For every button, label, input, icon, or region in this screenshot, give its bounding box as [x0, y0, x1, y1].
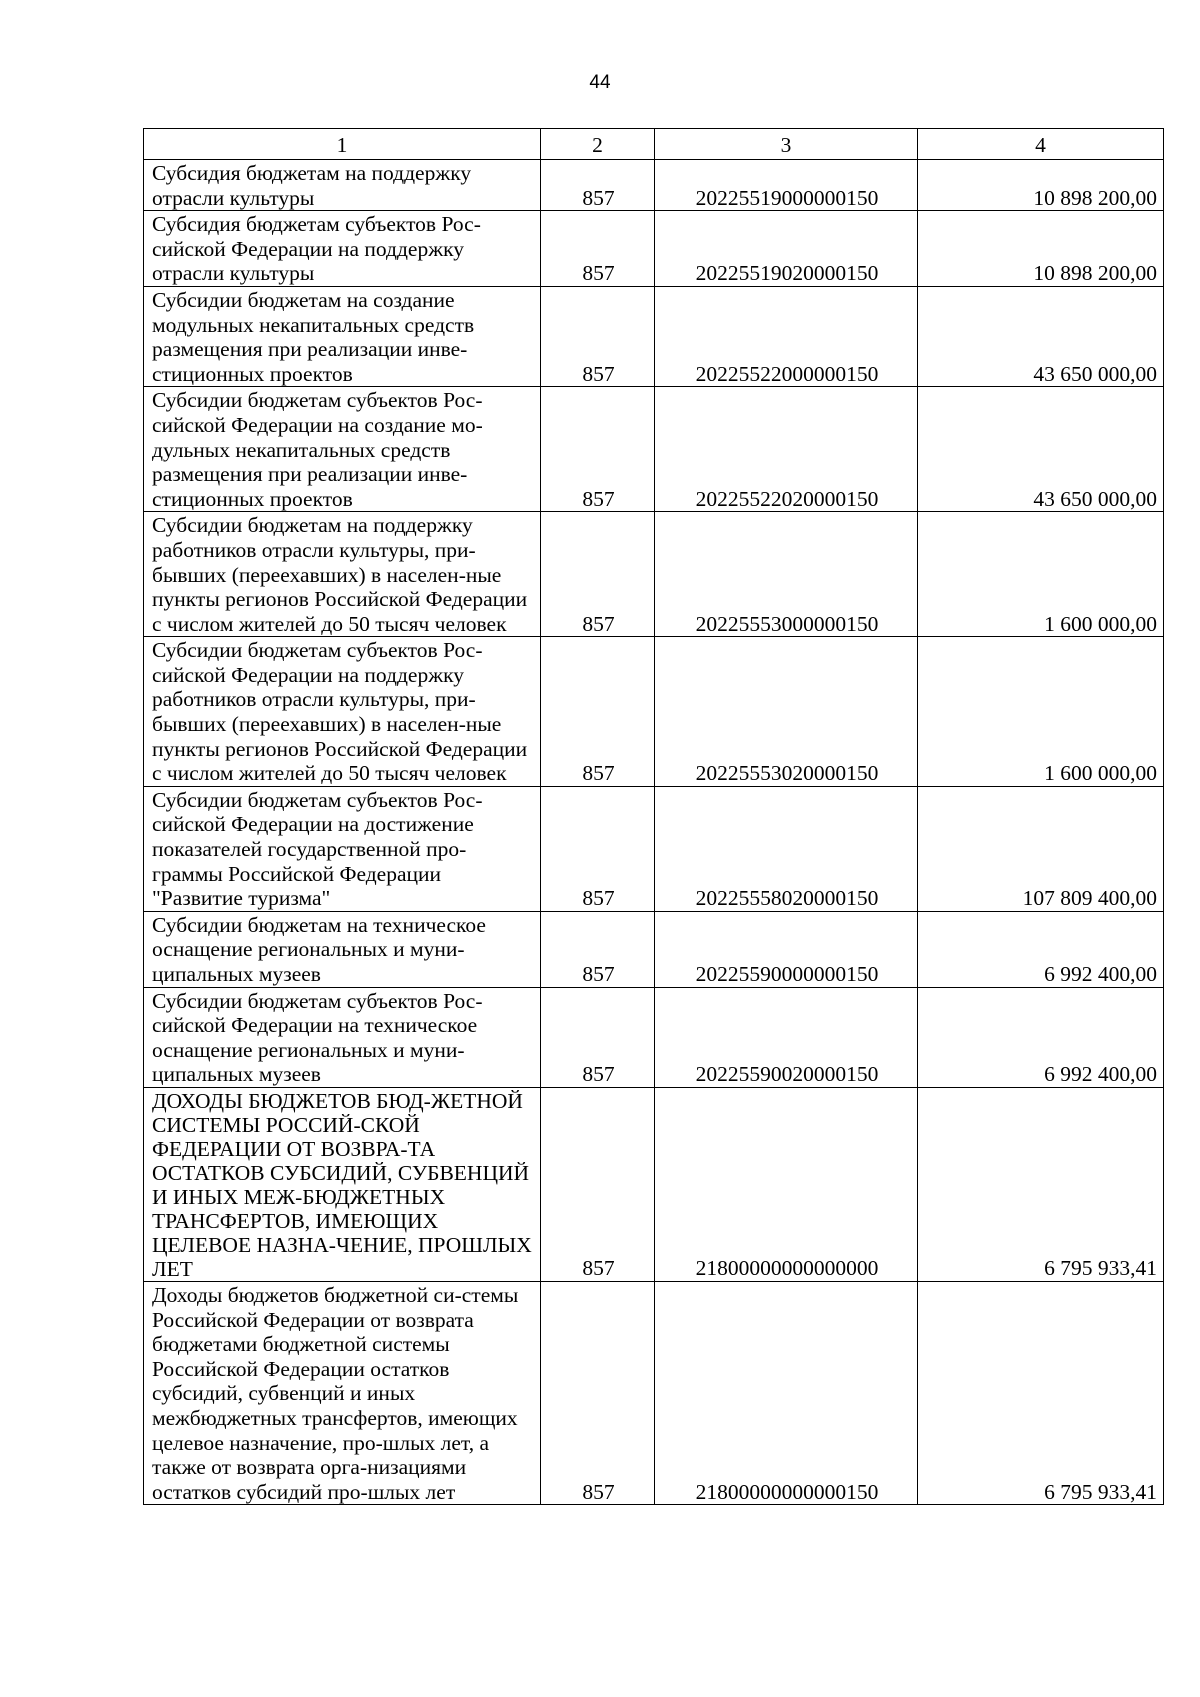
row-kbk: 20225519000000150	[655, 160, 918, 211]
row-kbk: 20225553020000150	[655, 637, 918, 787]
column-header-2: 2	[541, 129, 655, 160]
row-sum: 43 650 000,00	[918, 286, 1164, 386]
row-kbk: 20225522020000150	[655, 387, 918, 512]
row-sum: 43 650 000,00	[918, 387, 1164, 512]
row-name: Субсидия бюджетам субъектов Рос-сийской Федерации на поддержку отрасли культуры	[144, 211, 541, 287]
row-sum: 10 898 200,00	[918, 160, 1164, 211]
row-sum: 107 809 400,00	[918, 786, 1164, 911]
row-name: Субсидии бюджетам субъектов Рос-сийской Федерации на достижение показателей государственной про-граммы Российской Федерации "Развитие туризма"	[144, 786, 541, 911]
table-row	[144, 387, 1164, 512]
row-sum: 6 795 933,41	[918, 1087, 1164, 1281]
revenue-table	[143, 128, 1164, 1505]
table-row	[144, 786, 1164, 911]
row-name: Субсидии бюджетам субъектов Рос-сийской Федерации на создание мо-дульных некапитальных средств размещения при реализации инве-стиционных проектов	[144, 387, 541, 512]
row-kbk: 21800000000000150	[655, 1281, 918, 1504]
row-code: 857	[541, 1281, 655, 1504]
table-row	[144, 1281, 1164, 1504]
row-code: 857	[541, 387, 655, 512]
row-name: ДОХОДЫ БЮДЖЕТОВ БЮД-ЖЕТНОЙ СИСТЕМЫ РОССИЙ-СКОЙ ФЕДЕРАЦИИ ОТ ВОЗВРА-ТА ОСТАТКОВ СУБСИДИЙ, СУБВЕНЦИЙ И ИНЫХ МЕЖ-БЮДЖЕТНЫХ ТРАНСФЕРТОВ, ИМЕЮЩИХ ЦЕЛЕВОЕ НАЗНА-ЧЕНИЕ, ПРОШЛЫХ ЛЕТ	[144, 1087, 541, 1281]
table-row	[144, 512, 1164, 637]
column-header-3: 3	[655, 129, 918, 160]
row-sum: 1 600 000,00	[918, 512, 1164, 637]
row-name: Субсидии бюджетам на техническое оснащение региональных и муни-ципальных музеев	[144, 911, 541, 987]
row-name: Субсидии бюджетам на поддержку работников отрасли культуры, при-бывших (переехавших) в населен-ные пункты регионов Российской Федерации с числом жителей до 50 тысяч человек	[144, 512, 541, 637]
row-name: Субсидии бюджетам субъектов Рос-сийской Федерации на техническое оснащение региональных и муни-ципальных музеев	[144, 987, 541, 1087]
row-sum: 1 600 000,00	[918, 637, 1164, 787]
row-code: 857	[541, 160, 655, 211]
row-kbk: 20225553000000150	[655, 512, 918, 637]
row-sum: 10 898 200,00	[918, 211, 1164, 287]
table-row	[144, 286, 1164, 386]
row-code: 857	[541, 637, 655, 787]
row-sum: 6 795 933,41	[918, 1281, 1164, 1504]
row-kbk: 21800000000000000	[655, 1087, 918, 1281]
page-number: 44	[589, 72, 611, 93]
table-row	[144, 987, 1164, 1087]
row-code: 857	[541, 987, 655, 1087]
row-kbk: 20225558020000150	[655, 786, 918, 911]
table-row	[144, 1087, 1164, 1281]
row-sum: 6 992 400,00	[918, 911, 1164, 987]
table-header-row	[144, 129, 1164, 160]
column-header-4: 4	[918, 129, 1164, 160]
row-sum: 6 992 400,00	[918, 987, 1164, 1087]
row-code: 857	[541, 286, 655, 386]
row-code: 857	[541, 512, 655, 637]
row-code: 857	[541, 1087, 655, 1281]
row-code: 857	[541, 211, 655, 287]
row-kbk: 20225590000000150	[655, 911, 918, 987]
row-name: Субсидии бюджетам на создание модульных некапитальных средств размещения при реализации инве-стиционных проектов	[144, 286, 541, 386]
table-row	[144, 160, 1164, 211]
row-code: 857	[541, 786, 655, 911]
table-row	[144, 637, 1164, 787]
row-name: Доходы бюджетов бюджетной си-стемы Российской Федерации от возврата бюджетами бюджетной системы Российской Федерации остатков субсидий, субвенций и иных межбюджетных трансфертов, имеющих целевое назначение, про-шлых лет, а также от возврата орга-низациями остатков субсидий про-шлых лет	[144, 1281, 541, 1504]
row-kbk: 20225519020000150	[655, 211, 918, 287]
column-header-1: 1	[144, 129, 541, 160]
row-name: Субсидии бюджетам субъектов Рос-сийской Федерации на поддержку работников отрасли культуры, при-бывших (переехавших) в населен-ные пункты регионов Российской Федерации с числом жителей до 50 тысяч человек	[144, 637, 541, 787]
row-name: Субсидия бюджетам на поддержку отрасли культуры	[144, 160, 541, 211]
row-code: 857	[541, 911, 655, 987]
row-kbk: 20225590020000150	[655, 987, 918, 1087]
row-kbk: 20225522000000150	[655, 286, 918, 386]
table-row	[144, 211, 1164, 287]
table-row	[144, 911, 1164, 987]
